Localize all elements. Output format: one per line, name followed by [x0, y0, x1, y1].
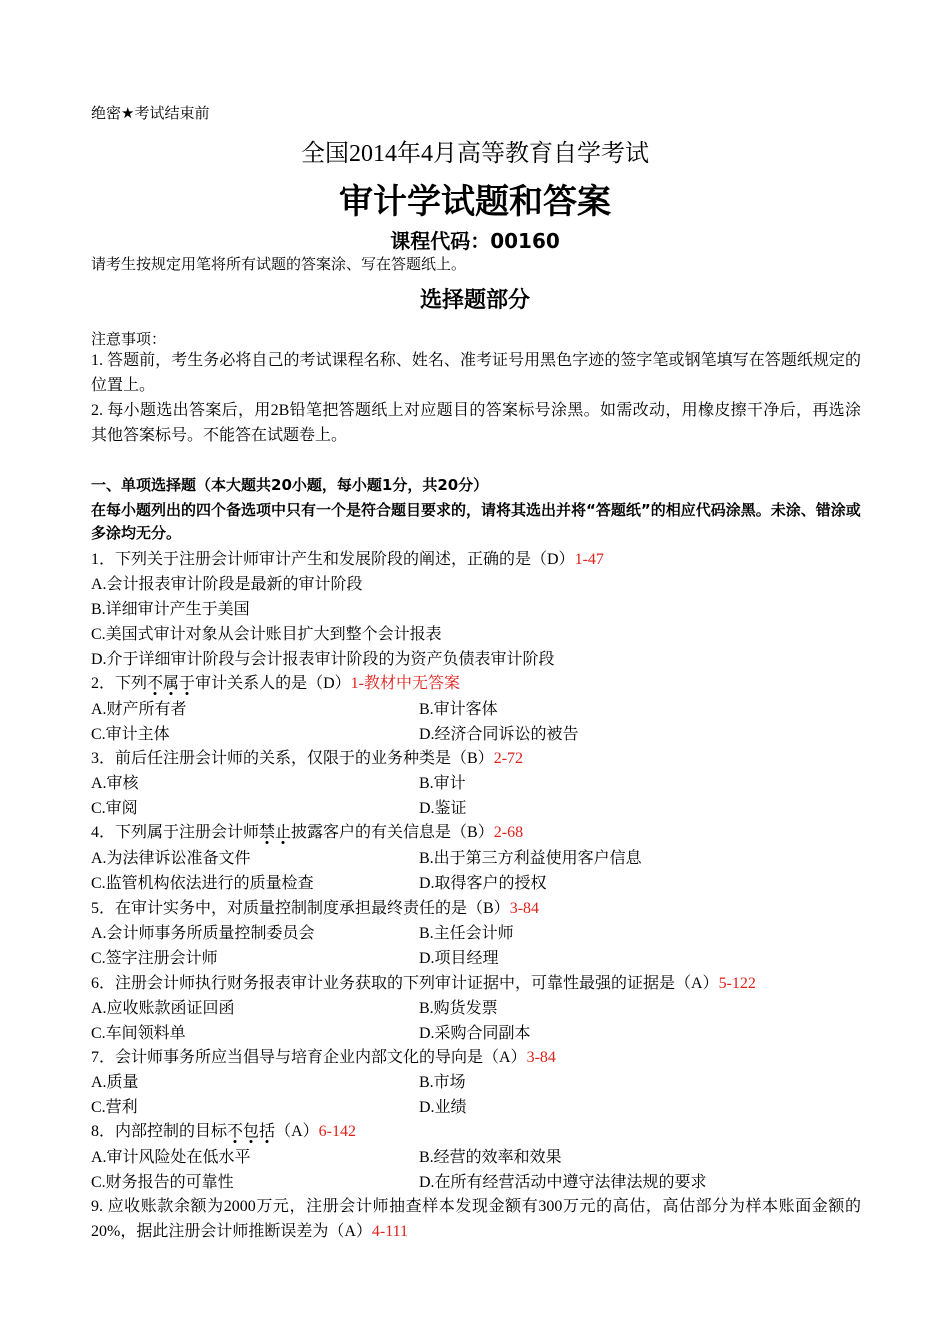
question-text: 4．下列属于注册会计师	[91, 824, 260, 841]
question-3	[91, 746, 523, 771]
notice-item-2: 2. 每小题选出答案后，用2B铅笔把答题纸上对应题目的答案标号涂黑。如需改动，用橡皮擦干净后，再选涂其他答案标号。不能答在试题卷上。	[91, 402, 861, 444]
q3-option-c: C.审阅	[91, 800, 138, 817]
notice-title: 注意事项：	[91, 330, 167, 348]
question-text: 1．下列关于注册会计师审计产生和发展阶段的阐述，正确的是（D）	[91, 551, 575, 568]
question-7	[91, 1045, 556, 1070]
part-description: 在每小题列出的四个备选项中只有一个是符合题目要求的，请将其选出并将“答题纸”的相应代码涂黑。未涂、错涂或多涂均无分。	[91, 501, 861, 542]
question-6	[91, 971, 756, 996]
emphasis-dot	[250, 1140, 253, 1143]
question-text: 5．在审计实务中，对质量控制制度承担最终责任的是（B）	[91, 900, 510, 917]
emphasis-dot	[170, 692, 173, 695]
q1-option-a: A.会计报表审计阶段是最新的审计阶段	[91, 576, 363, 593]
q2-option-d: D.经济合同诉讼的被告	[419, 726, 579, 743]
question-4	[91, 820, 523, 845]
q5-option-d: D.项目经理	[419, 950, 499, 967]
emphasis-char: 禁	[259, 824, 275, 841]
q7-option-d: D.业绩	[419, 1099, 467, 1116]
question-text: （A）	[275, 1123, 319, 1140]
q6-option-b: B.购货发票	[419, 1000, 498, 1017]
question-text: 7．会计师事务所应当倡导与培育企业内部文化的导向是（A）	[91, 1049, 527, 1066]
question-text: 9. 应收账款余额为2000万元，注册会计师抽查样本发现金额有300万元的高估，高估部分为样本账面金额的20%，据此注册会计师推断误差为（A）	[91, 1198, 861, 1240]
q8-option-d: D.在所有经营活动中遵守法律法规的要求	[419, 1174, 707, 1191]
exam-title: 全国2014年4月高等教育自学考试	[301, 141, 649, 167]
page-reference: 2-68	[493, 824, 524, 841]
q7-option-a: A.质量	[91, 1074, 139, 1091]
question-text: 6．注册会计师执行财务报表审计业务获取的下列审计证据中，可靠性最强的证据是（A）	[91, 975, 719, 992]
page-reference: 3-84	[509, 900, 540, 917]
question-text: 8．内部控制的目标	[91, 1123, 228, 1140]
page-reference: 4-111	[371, 1223, 409, 1240]
page-reference: 5-122	[718, 975, 756, 992]
emphasis-dot	[266, 841, 269, 844]
emphasis-text	[227, 1123, 275, 1140]
question-text: 披露客户的有关信息是（B）	[291, 824, 494, 841]
page-reference: 1-47	[574, 551, 604, 568]
page-reference: 1-教材中无答案	[350, 675, 460, 692]
question-text: 3．前后任注册会计师的关系，仅限于的业务种类是（B）	[91, 750, 494, 767]
part-heading: 一、单项选择题（本大题共20小题，每小题1分，共20分）	[91, 476, 489, 494]
q5-option-a: A.会计师事务所质量控制委员会	[91, 925, 315, 942]
q4-option-c: C.监管机构依法进行的质量检查	[91, 875, 314, 892]
emphasis-char: 止	[275, 824, 291, 841]
question-text: 2．下列	[91, 675, 148, 692]
q8-option-a: A.审计风险处在低水平	[91, 1149, 251, 1166]
question-2	[91, 671, 460, 696]
q2-option-a: A.财产所有者	[91, 701, 187, 718]
q6-option-a: A.应收账款函证回函	[91, 1000, 235, 1017]
q7-option-b: B.市场	[419, 1074, 466, 1091]
q1-option-c: C.美国式审计对象从会计账目扩大到整个会计报表	[91, 626, 442, 643]
emphasis-dot	[234, 1140, 237, 1143]
q8-option-c: C.财务报告的可靠性	[91, 1174, 234, 1191]
question-8	[91, 1119, 356, 1144]
page-reference: 6-142	[318, 1123, 356, 1140]
main-title: 审计学试题和答案	[339, 182, 611, 222]
emphasis-char: 于	[179, 675, 195, 692]
question-1	[91, 547, 604, 572]
notice-item-1: 1. 答题前，考生务必将自己的考试课程名称、姓名、准考证号用黑色字迹的签字笔或钢笔填写在答题纸规定的位置上。	[91, 352, 861, 394]
exam-instruction: 请考生按规定用笔将所有试题的答案涂、写在答题纸上。	[91, 255, 467, 273]
q4-option-a: A.为法律诉讼准备文件	[91, 850, 251, 867]
emphasis-char: 不	[147, 675, 163, 692]
section-title: 选择题部分	[419, 288, 530, 313]
question-text: 审计关系人的是（D）	[195, 675, 351, 692]
q5-option-c: C.签字注册会计师	[91, 950, 218, 967]
emphasis-char: 括	[259, 1123, 275, 1140]
q6-option-d: D.采购合同副本	[419, 1025, 531, 1042]
page-reference: 3-84	[526, 1049, 556, 1066]
q7-option-c: C.营利	[91, 1099, 138, 1116]
course-code: 课程代码：00160	[390, 229, 560, 253]
emphasis-dot	[266, 1140, 269, 1143]
emphasis-dot	[186, 692, 189, 695]
q2-option-b: B.审计客体	[419, 701, 498, 718]
emphasis-char: 属	[163, 675, 179, 692]
emphasis-dot	[282, 841, 285, 844]
q4-option-b: B.出于第三方利益使用客户信息	[419, 850, 642, 867]
emphasis-text	[147, 675, 195, 692]
q6-option-c: C.车间领料单	[91, 1025, 186, 1042]
question-5	[91, 896, 539, 921]
q8-option-b: B.经营的效率和效果	[419, 1149, 562, 1166]
q3-option-d: D.鉴证	[419, 800, 467, 817]
q2-option-c: C.审计主体	[91, 726, 170, 743]
emphasis-dot	[154, 692, 157, 695]
q3-option-b: B.审计	[419, 775, 466, 792]
q1-option-b: B.详细审计产生于美国	[91, 601, 250, 618]
q4-option-d: D.取得客户的授权	[419, 875, 547, 892]
confidential-label: 绝密★考试结束前	[91, 104, 210, 122]
emphasis-char: 包	[243, 1123, 259, 1140]
question-9	[91, 1194, 861, 1244]
q3-option-a: A.审核	[91, 775, 139, 792]
q1-option-d: D.介于详细审计阶段与会计报表审计阶段的为资产负债表审计阶段	[91, 651, 555, 668]
page-reference: 2-72	[493, 750, 524, 767]
emphasis-text	[259, 824, 291, 841]
q5-option-b: B.主任会计师	[419, 925, 514, 942]
emphasis-char: 不	[227, 1123, 243, 1140]
